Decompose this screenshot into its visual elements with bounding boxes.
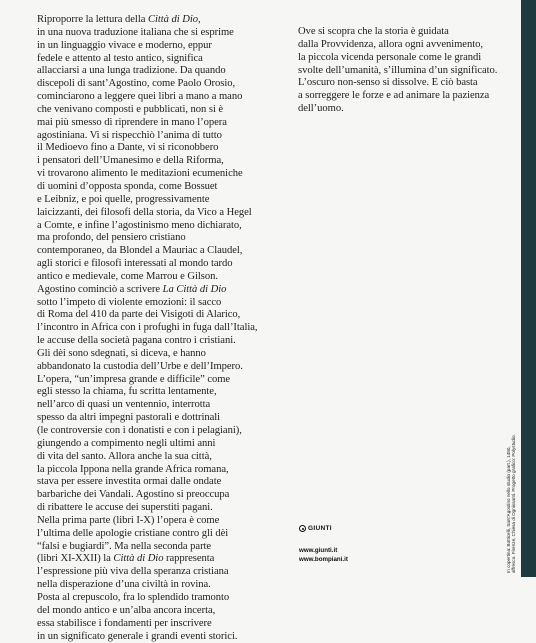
text-line: del mondo antico e un’alba ancora incerta,	[37, 605, 257, 618]
publisher-urls	[299, 546, 348, 564]
giunti-logo-icon	[299, 525, 306, 532]
text-line: sotto l’impeto di violente emozioni: il sacco	[37, 297, 257, 310]
text-line: spesso da altri impegni pastorali e dottrinali	[37, 412, 257, 425]
text-line: di uomini d’opposta sponda, come Bossuet	[37, 181, 257, 194]
text-line: mai più smesso di riprendere in mano l’opera	[37, 117, 257, 130]
book-title: Città di Dio	[113, 553, 163, 564]
text-line: Ove si scopra che la storia è guidata	[298, 26, 497, 39]
text-line: Gli dèi sono sdegnati, si diceva, e hanno	[37, 348, 257, 361]
text-line: l’incontro in Africa con i profughi in fuga dall’Italia,	[37, 322, 257, 335]
text-line: (le controversie con i donatisti e con i pelagiani),	[37, 425, 257, 438]
text-line: agli storici e filosofi interessati al mondo tardo	[37, 258, 257, 271]
text-line: che venivano composti e pubblicati, non si è	[37, 104, 257, 117]
text-line: discepoli di sant’Agostino, come Paolo Orosio,	[37, 78, 257, 91]
credit-line: In copertina: Botticelli, Sant’Agostino nello studio (part.), 1480,	[506, 385, 511, 573]
credit-line: affresco. Firenze, Chiesa di Ognissanti. Progetto grafico: Polystudio.	[511, 385, 516, 573]
url-bompiani[interactable]: www.bompiani.it	[299, 555, 348, 564]
text-line: antico e medievale, come Marrou e Gilson.	[37, 271, 257, 284]
publisher-name: GIUNTI	[308, 525, 332, 532]
text-line: ma profondo, del pensiero cristiano	[37, 232, 257, 245]
text-line: laicizzanti, dei filosofi della storia, da Vico a Hegel	[37, 207, 257, 220]
text-line: di Roma del 410 da parte dei Visigoti di Alarico,	[37, 309, 257, 322]
text-line: di ribattere le accuse dei superstiti pagani.	[37, 502, 257, 515]
text-line: giungendo a compimento negli ultimi anni	[37, 438, 257, 451]
publisher-logo	[299, 525, 332, 532]
text-line: dalla Provvidenza, allora ogni avvenimento,	[298, 39, 497, 52]
text-line: a Comte, e infine l’agostinismo meno dichiarato,	[37, 220, 257, 233]
book-title: Città di Dio	[148, 14, 198, 25]
text-line: Nella prima parte (libri I-X) l’opera è come	[37, 515, 257, 528]
text-line: “falsi e bugiardi”. Ma nella seconda parte	[37, 541, 257, 554]
text-line: la piccola vicenda personale come le grandi	[298, 52, 497, 65]
text-line: L’oscuro non-senso si dissolve. E ciò basta	[298, 77, 497, 90]
cover-credits	[506, 385, 516, 573]
spine-edge	[521, 0, 536, 577]
text-line: e Leibniz, e poi quelle, progressivamente	[37, 194, 257, 207]
text-line: Riproporre la lettura della Città di Dio,	[37, 14, 257, 27]
text-line: a sorreggere le forze e ad animare la pazienza	[298, 90, 497, 103]
text-line: le accuse della società pagana contro i cristiani.	[37, 335, 257, 348]
left-text-column	[37, 14, 257, 643]
text-line: abbandonato la custodia dell’Urbe e dell’Impero.	[37, 361, 257, 374]
text-line: Agostino cominciò a scrivere La Città di Dio	[37, 284, 257, 297]
text-line: la piccola Ippona nella grande Africa romana,	[37, 464, 257, 477]
text-line: i pensatori dell’Umanesimo e della Riforma,	[37, 155, 257, 168]
text-line: l’ultima delle apologie cristiane contro gli dèi	[37, 528, 257, 541]
text-line: nell’arco di quasi un ventennio, interrotta	[37, 399, 257, 412]
text-line: (libri XI-XXII) la Città di Dio rappresenta	[37, 553, 257, 566]
text-line: stava per essere investita ormai dalle ondate	[37, 476, 257, 489]
text-line: svolte dell’umanità, s’illumina d’un significato.	[298, 65, 497, 78]
text-line: cominciarono a leggere quei libri a mano a mano	[37, 91, 257, 104]
text-line: allacciarsi a una lunga tradizione. Da quando	[37, 65, 257, 78]
book-title: La Città di Dio	[163, 284, 227, 295]
text-line: in una nuova traduzione italiana che si esprime	[37, 27, 257, 40]
url-giunti[interactable]: www.giunti.it	[299, 546, 348, 555]
text-line: egli stesso la chiama, fu scritta lentamente,	[37, 386, 257, 399]
text-line: di vita del santo. Allora anche la sua città,	[37, 451, 257, 464]
text-line: agostiniana. Vi si rispecchiò l’anima di tutto	[37, 130, 257, 143]
text-line: L’opera, “un’impresa grande e difficile” come	[37, 374, 257, 387]
text-line: barbariche dei Vandali. Agostino si preoccupa	[37, 489, 257, 502]
text-line: in un linguaggio vivace e moderno, eppur	[37, 40, 257, 53]
text-line: in un significato generale i grandi eventi storici.	[37, 631, 257, 643]
text-line: il Medioevo fino a Dante, vi si riconobbero	[37, 142, 257, 155]
right-text-column	[298, 26, 497, 116]
text-line: dell’uomo.	[298, 103, 497, 116]
text-line: nella disperazione d’una civiltà in rovina.	[37, 579, 257, 592]
text-line: Posta al crepuscolo, fra lo splendido tramonto	[37, 592, 257, 605]
text-line: essa stabilisce i fondamenti per inscrivere	[37, 618, 257, 631]
text-line: l’espressione più viva della speranza cristiana	[37, 566, 257, 579]
text-line: fedele e attento al testo antico, significa	[37, 53, 257, 66]
text-line: contemporaneo, da Blondel a Mauriac a Claudel,	[37, 245, 257, 258]
text-line: vi trovarono alimento le meditazioni ecumeniche	[37, 168, 257, 181]
